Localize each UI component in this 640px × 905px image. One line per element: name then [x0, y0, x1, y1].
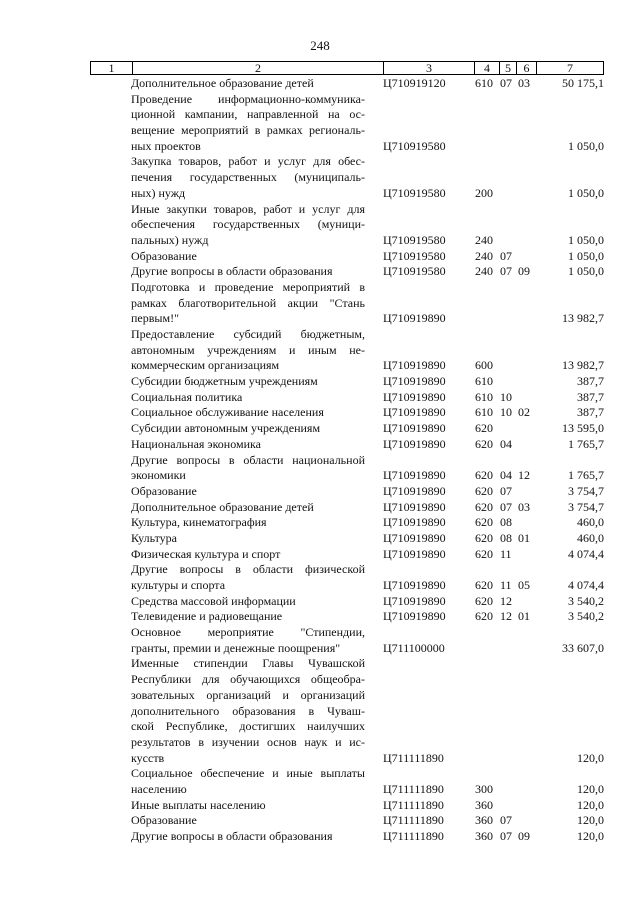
row-expense-type: 240 [475, 264, 493, 279]
table-row [0, 249, 640, 265]
table-row [0, 296, 640, 312]
row-amount: 33 607,0 [562, 640, 604, 655]
row-name: Социальное обеспечение и иные выплаты [131, 766, 365, 781]
row-name: культуры и спорта [131, 578, 226, 592]
row-amount: 1 050,0 [568, 138, 604, 153]
row-section: 11 [500, 578, 512, 592]
table-row [0, 719, 640, 735]
row-name: обеспечения государственных (муници- [131, 217, 365, 232]
row-amount: 387,7 [577, 405, 604, 420]
table-row [0, 186, 640, 202]
row-name: ных проектов [131, 138, 201, 153]
table-row [0, 735, 640, 751]
row-code: Ц710919580 [383, 248, 446, 263]
row-amount: 120,0 [577, 750, 604, 765]
table-row [0, 625, 640, 641]
table-row [0, 453, 640, 469]
table-row [0, 107, 640, 123]
row-section: 07 [500, 483, 512, 498]
table-row [0, 170, 640, 186]
row-name: зовательных организаций и организаций [131, 687, 365, 702]
row-amount: 120,0 [577, 781, 604, 796]
table-row [0, 358, 640, 374]
row-name: Социальное обслуживание населения [131, 405, 324, 420]
row-name: ционной кампании, направленной на ос- [131, 107, 365, 122]
row-code: Ц710919890 [383, 609, 446, 624]
row-expense-type: 620 [475, 530, 493, 545]
row-expense-type: 620 [475, 468, 493, 483]
row-code: Ц710919890 [383, 389, 446, 404]
row-code: Ц710919890 [383, 530, 446, 545]
row-amount: 3 754,7 [568, 499, 604, 514]
row-name: Предоставление субсидий бюджетным, [131, 327, 365, 341]
row-amount: 3 540,2 [568, 593, 604, 608]
header-col-5: 5 [500, 62, 517, 74]
row-amount: 387,7 [577, 389, 604, 404]
table-row [0, 390, 640, 406]
row-name: Подготовка и проведение мероприятий в [131, 279, 365, 294]
header-col-6: 6 [517, 62, 537, 74]
row-amount: 120,0 [577, 813, 604, 828]
row-amount: 1 050,0 [568, 248, 604, 263]
row-name: пальных) нужд [131, 232, 209, 247]
row-code: Ц710919890 [383, 436, 446, 451]
row-code: Ц710919580 [383, 185, 446, 200]
row-expense-type: 620 [475, 515, 493, 530]
row-expense-type: 610 [475, 76, 493, 90]
row-amount: 1 765,7 [568, 468, 604, 483]
row-subsection: 01 [518, 609, 530, 624]
table-row [0, 798, 640, 814]
row-expense-type: 360 [475, 813, 493, 828]
row-subsection: 09 [518, 829, 530, 843]
row-code: Ц710919890 [383, 499, 446, 514]
row-amount: 13 982,7 [562, 358, 604, 373]
row-name: автономным учреждениям и иным не- [131, 342, 365, 357]
row-name: гранты, премии и денежные поощрения" [131, 640, 341, 655]
row-name: Субсидии автономным учреждениям [131, 421, 321, 436]
row-amount: 387,7 [577, 374, 604, 389]
row-subsection: 03 [518, 76, 530, 90]
table-row [0, 500, 640, 516]
row-name: Иные закупки товаров, работ и услуг для [131, 201, 365, 216]
row-code: Ц710919890 [383, 483, 446, 498]
row-amount: 13 595,0 [562, 421, 604, 436]
row-name: Средства массовой информации [131, 593, 296, 608]
table-row [0, 405, 640, 421]
table-row [0, 531, 640, 547]
row-expense-type: 360 [475, 797, 493, 812]
row-name: Дополнительное образование детей [131, 76, 314, 90]
row-name: Образование [131, 813, 197, 828]
row-name: Социальная политика [131, 389, 243, 404]
table-row [0, 311, 640, 327]
row-code: Ц711111890 [383, 813, 444, 828]
header-col-4: 4 [475, 62, 500, 74]
table-row [0, 813, 640, 829]
row-section: 08 [500, 515, 512, 530]
table-row [0, 609, 640, 625]
row-name: ных) нужд [131, 185, 186, 200]
row-name: вещение мероприятий в рамках региональ- [131, 123, 365, 138]
table-row [0, 782, 640, 798]
row-expense-type: 300 [475, 781, 493, 796]
row-name: Физическая культура и спорт [131, 546, 281, 561]
table-row [0, 264, 640, 280]
row-expense-type: 600 [475, 358, 493, 373]
row-subsection: 01 [518, 530, 530, 545]
row-section: 10 [500, 389, 512, 404]
row-code: Ц710919580 [383, 264, 446, 279]
row-name: Другие вопросы в области национальной [131, 452, 365, 467]
row-name: Республики для обучающихся общеобра- [131, 672, 365, 687]
table-row [0, 343, 640, 359]
row-subsection: 03 [518, 499, 530, 514]
row-name: Основное мероприятие "Стипендии, [131, 625, 365, 640]
row-expense-type: 610 [475, 405, 493, 420]
header-col-3: 3 [384, 62, 475, 74]
table-row [0, 437, 640, 453]
row-name: населению [131, 781, 187, 796]
row-amount: 4 074,4 [568, 578, 604, 592]
row-code: Ц711111890 [383, 797, 444, 812]
table-row [0, 139, 640, 155]
row-expense-type: 620 [475, 421, 493, 436]
table-row [0, 688, 640, 704]
row-name: Дополнительное образование детей [131, 499, 314, 514]
row-amount: 3 540,2 [568, 609, 604, 624]
table-row [0, 327, 640, 343]
row-expense-type: 620 [475, 609, 493, 624]
row-code: Ц710919890 [383, 311, 446, 326]
row-name: дополнительного образования в Чуваш- [131, 703, 365, 718]
row-subsection: 12 [518, 468, 530, 483]
page-number: 248 [310, 38, 330, 53]
row-expense-type: 200 [475, 185, 493, 200]
table-row [0, 829, 640, 845]
header-col-7: 7 [567, 61, 573, 75]
row-code: Ц710919120 [383, 76, 446, 90]
table-row [0, 766, 640, 782]
row-amount: 3 754,7 [568, 483, 604, 498]
header-col-2: 2 [133, 62, 384, 74]
row-amount: 1 050,0 [568, 264, 604, 279]
row-name: Именные стипендии Главы Чувашской [131, 656, 365, 671]
row-name: Субсидии бюджетным учреждениям [131, 374, 318, 389]
table-row [0, 468, 640, 484]
table-row [0, 547, 640, 563]
row-code: Ц710919890 [383, 546, 446, 561]
row-code: Ц711111890 [383, 750, 444, 765]
row-expense-type: 240 [475, 248, 493, 263]
row-code: Ц710919890 [383, 421, 446, 436]
table-row [0, 217, 640, 233]
row-name: Образование [131, 483, 197, 498]
row-section: 07 [500, 813, 512, 828]
row-amount: 1 765,7 [568, 436, 604, 451]
row-name: ской Республике, достигших наилучших [131, 719, 365, 734]
row-name: Другие вопросы в области физической [131, 562, 365, 577]
row-code: Ц711100000 [383, 640, 445, 655]
table-row [0, 421, 640, 437]
row-expense-type: 620 [475, 593, 493, 608]
row-name: Телевидение и радиовещание [131, 609, 283, 624]
row-code: Ц710919890 [383, 593, 446, 608]
row-expense-type: 240 [475, 232, 493, 247]
table-row [0, 656, 640, 672]
table-row [0, 484, 640, 500]
row-name: кусств [131, 750, 165, 765]
table-row [0, 123, 640, 139]
row-amount: 13 982,7 [562, 311, 604, 326]
table-row [0, 751, 640, 767]
row-amount: 120,0 [577, 797, 604, 812]
table-row [0, 672, 640, 688]
row-section: 12 [500, 593, 512, 608]
table-row [0, 202, 640, 218]
table-row [0, 515, 640, 531]
table-body [0, 76, 640, 845]
row-amount: 120,0 [577, 829, 604, 843]
row-section: 07 [500, 248, 512, 263]
row-name: Закупка товаров, работ и услуг для обес- [131, 154, 365, 169]
row-expense-type: 610 [475, 389, 493, 404]
row-amount: 1 050,0 [568, 185, 604, 200]
row-code: Ц711111890 [383, 829, 444, 843]
row-section: 04 [500, 468, 512, 483]
table-row [0, 374, 640, 390]
row-subsection: 02 [518, 405, 530, 420]
row-code: Ц711111890 [383, 781, 444, 796]
row-name: экономики [131, 468, 186, 483]
table-row [0, 280, 640, 296]
row-code: Ц710919580 [383, 232, 446, 247]
table-row [0, 578, 640, 594]
table-row [0, 704, 640, 720]
row-code: Ц710919890 [383, 374, 446, 389]
row-name: Культура [131, 530, 177, 545]
table-header [90, 61, 604, 75]
row-name: рамках благотворительной акции "Стань [131, 295, 365, 310]
row-code: Ц710919580 [383, 138, 446, 153]
row-code: Ц710919890 [383, 468, 446, 483]
row-code: Ц710919890 [383, 515, 446, 530]
row-name: результатов в изучении основ наук и ис- [131, 734, 365, 749]
table-row [0, 594, 640, 610]
table-row [0, 562, 640, 578]
row-expense-type: 620 [475, 436, 493, 451]
row-name: первым!" [131, 311, 179, 326]
row-expense-type: 360 [475, 829, 493, 843]
row-name: Культура, кинематография [131, 515, 267, 530]
row-section: 07 [500, 76, 512, 90]
row-section: 04 [500, 436, 512, 451]
row-section: 12 [500, 609, 512, 624]
row-amount: 460,0 [577, 515, 604, 530]
row-amount: 4 074,4 [568, 546, 604, 561]
row-name: Образование [131, 248, 197, 263]
row-expense-type: 620 [475, 499, 493, 514]
table-row [0, 233, 640, 249]
row-expense-type: 620 [475, 483, 493, 498]
table-row [0, 154, 640, 170]
row-subsection: 09 [518, 264, 530, 279]
row-amount: 50 175,1 [562, 76, 604, 90]
row-name: печения государственных (муниципаль- [131, 170, 365, 185]
row-name: Проведение информационно-коммуника- [131, 91, 365, 106]
row-section: 07 [500, 499, 512, 514]
row-code: Ц710919890 [383, 405, 446, 420]
header-col-1: 1 [91, 62, 133, 74]
row-section: 07 [500, 264, 512, 279]
row-expense-type: 610 [475, 374, 493, 389]
row-section: 07 [500, 829, 512, 843]
row-expense-type: 620 [475, 578, 493, 592]
row-name: Другие вопросы в области образования [131, 264, 333, 279]
row-name: Иные выплаты населению [131, 797, 266, 812]
row-section: 10 [500, 405, 512, 420]
row-code: Ц710919890 [383, 578, 446, 592]
row-amount: 460,0 [577, 530, 604, 545]
row-expense-type: 620 [475, 546, 493, 561]
row-section: 08 [500, 530, 512, 545]
table-row [0, 641, 640, 657]
row-name: Национальная экономика [131, 436, 261, 451]
row-code: Ц710919890 [383, 358, 446, 373]
row-name: Другие вопросы в области образования [131, 829, 333, 843]
row-amount: 1 050,0 [568, 232, 604, 247]
table-row [0, 92, 640, 108]
row-section: 11 [500, 546, 512, 561]
table-row [0, 76, 640, 92]
row-subsection: 05 [518, 578, 530, 592]
row-name: коммерческим организациям [131, 358, 280, 373]
